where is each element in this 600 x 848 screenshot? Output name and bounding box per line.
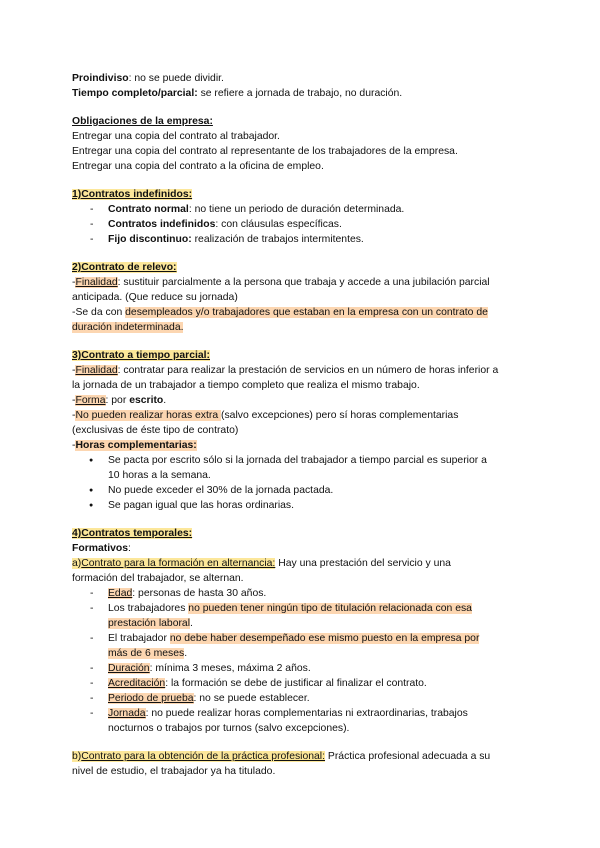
section-heading: 2)Contrato de relevo: — [72, 262, 177, 273]
obligacion-line: Entregar una copia del contrato a la oficina de empleo. — [72, 161, 324, 172]
list-item: - Acreditación: la formación se debe de justificar al finalizar el contrato. — [72, 676, 528, 691]
definition-tiempo — [72, 86, 528, 101]
paragraph-desempleo-cont: duración indeterminada. — [72, 322, 184, 333]
definition-proindiviso — [72, 71, 528, 86]
paragraph-finalidad-cont: anticipada. (Que reduce su jornada) — [72, 292, 238, 303]
section-heading: 4)Contratos temporales: — [72, 528, 193, 539]
list-item: - Edad: personas de hasta 30 años. — [72, 586, 528, 601]
list-item: - Los trabajadores no pueden tener ningún tipo de titulación relacionada con esa prestación laboral. — [72, 601, 528, 631]
bullet-item: ● No puede exceder el 30% de la jornada pactada. — [72, 483, 528, 498]
paragraph-complementarias: -Horas complementarias: — [72, 440, 197, 451]
section-heading: 3)Contrato a tiempo parcial: — [72, 350, 210, 361]
paragraph-finalidad-cont: la jornada de un trabajador a tiempo completo que realiza el mismo trabajo. — [72, 380, 420, 391]
term: Tiempo completo/parcial: — [72, 88, 198, 99]
list-item: - Duración: mínima 3 meses, máxima 2 años. — [72, 661, 528, 676]
paragraph-b-cont: nivel de estudio, el trabajador ya ha titulado. — [72, 766, 276, 777]
paragraph-extra: -No pueden realizar horas extra (salvo excepciones) pero sí horas complementarias — [72, 410, 459, 421]
term: Proindiviso — [72, 73, 129, 84]
bullet-item: ● Se pagan igual que las horas ordinarias. — [72, 498, 528, 513]
obligaciones-heading: Obligaciones de la empresa: — [72, 116, 213, 127]
list-item: - Jornada: no puede realizar horas complementarias ni extraordinarias, trabajos nocturnos o trabajos por turnos (salvo excepciones). — [72, 706, 528, 736]
paragraph-extra-cont: (exclusivas de éste tipo de contrato) — [72, 425, 239, 436]
paragraph-desempleo: -Se da con desempleados y/o trabajadores que estaban en la empresa con un contrato de — [72, 307, 488, 318]
definition-text: : no se puede dividir. — [128, 73, 224, 84]
paragraph-b: b)Contrato para la obtención de la práctica profesional: Práctica profesional adecuada a su — [72, 751, 491, 762]
paragraph-a-cont: formación del trabajador, se alternan. — [72, 573, 244, 584]
section-heading: 1)Contratos indefinidos: — [72, 189, 193, 200]
paragraph-forma: -Forma: por escrito. — [72, 395, 167, 406]
list-item: - Periodo de prueba: no se puede establecer. — [72, 691, 528, 706]
list-item: - Contrato normal: no tiene un periodo de duración determinada. — [72, 202, 528, 217]
list-item: - El trabajador no debe haber desempeñado ese mismo puesto en la empresa por más de 6 meses. — [72, 631, 528, 661]
list-item: - Fijo discontinuo: realización de trabajos intermitentes. — [72, 232, 528, 247]
paragraph-finalidad: -Finalidad: contratar para realizar la prestación de servicios en un número de horas inferior a — [72, 365, 499, 376]
document-page — [72, 71, 528, 779]
obligacion-line: Entregar una copia del contrato al representante de los trabajadores de la empresa. — [72, 146, 458, 157]
list-item: - Contratos indefinidos: con cláusulas específicas. — [72, 217, 528, 232]
obligacion-line: Entregar una copia del contrato al trabajador. — [72, 131, 280, 142]
paragraph-a: a)Contrato para la formación en alternancia: Hay una prestación del servicio y una — [72, 558, 451, 569]
paragraph-finalidad: -Finalidad: sustituir parcialmente a la persona que trabaja y accede a una jubilación parcial — [72, 277, 490, 288]
subheading-formativos: Formativos: — [72, 543, 131, 554]
definition-text: se refiere a jornada de trabajo, no duración. — [197, 88, 403, 99]
bullet-item: ● Se pacta por escrito sólo si la jornada del trabajador a tiempo parcial es superior a 10 horas a la semana. — [72, 453, 528, 483]
